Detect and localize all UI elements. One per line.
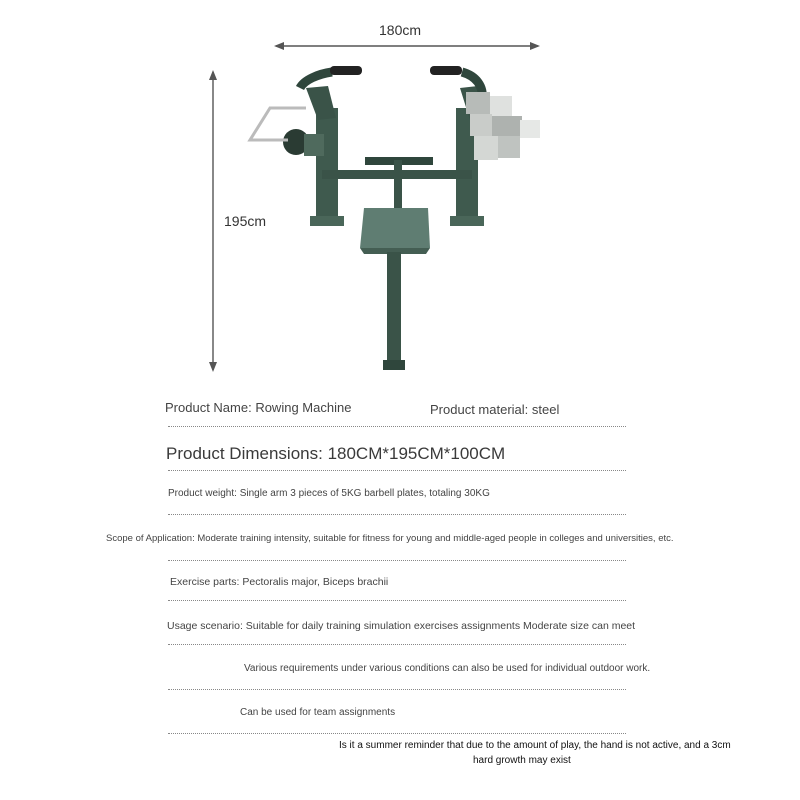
reminder-line1: Is it a summer reminder that due to the amount of play, the hand is not active, and a 3cm (339, 740, 731, 751)
divider (168, 733, 626, 734)
divider (168, 689, 626, 690)
divider (168, 426, 626, 427)
divider (168, 644, 626, 645)
exercise-parts: Exercise parts: Pectoralis major, Biceps brachii (170, 576, 389, 588)
divider (168, 560, 626, 561)
product-name: Product Name: Rowing Machine (165, 400, 352, 415)
machine-frame (250, 66, 540, 370)
product-material: Product material: steel (430, 402, 560, 417)
product-dimensions: Product Dimensions: 180CM*195CM*100CM (166, 444, 506, 463)
divider (168, 514, 626, 515)
divider (168, 470, 626, 471)
usage-scenario-line3: Can be used for team assignments (240, 707, 396, 718)
usage-scenario-line2: Various requirements under various conditions can also be used for individual outdoor work. (244, 663, 651, 674)
height-dimension-label: 195cm (224, 213, 267, 229)
divider (168, 600, 626, 601)
product-weight: Product weight: Single arm 3 pieces of 5KG barbell plates, totaling 30KG (168, 488, 490, 499)
width-dimension-arrow (274, 42, 540, 50)
scope-of-application: Scope of Application: Moderate training intensity, suitable for fitness for young and middle-aged people in colleges and universities, etc. (106, 533, 674, 544)
height-dimension-arrow (209, 70, 217, 372)
reminder-line2: hard growth may exist (473, 755, 571, 766)
width-dimension-label: 180cm (379, 22, 422, 38)
usage-scenario-line1: Usage scenario: Suitable for daily training simulation exercises assignments Moderate size can meet (167, 620, 636, 632)
